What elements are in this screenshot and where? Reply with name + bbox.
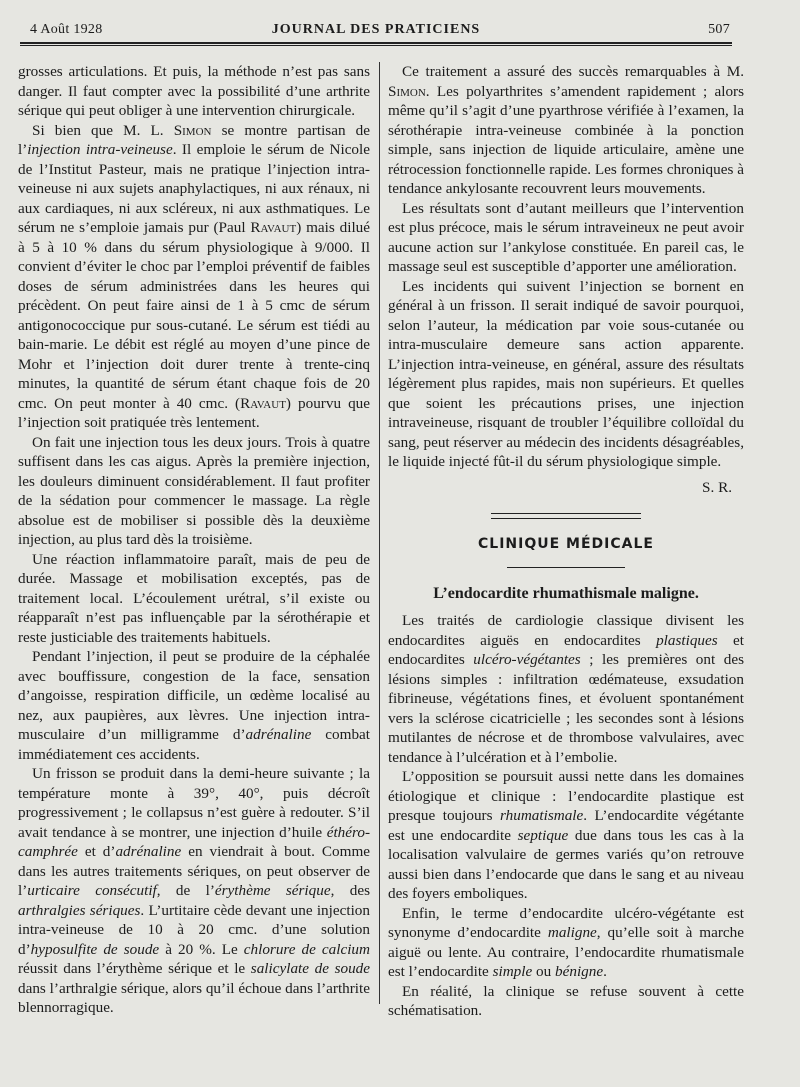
emphasis: maligne (547, 924, 597, 941)
text-run: ; les premières ont des lésions simples : infiltration œdémateuse, exsudation fibrineuse, végétations fines, et évoluent spontanément vers la sclérose cicatricielle ; les secondes sont à lésions mutilantes de nécrose et de thrombose valvulaires, avec tendance à l’ulcération et à l’embolie. (388, 651, 745, 766)
issue-date: 4 Août 1928 (30, 22, 103, 37)
text-run: et endocardites (388, 631, 744, 668)
right-paragraph-2: Les résultats sont d’autant meilleurs que l’intervention est plus précoce, mais le sérum intraveineux ne peut avoir aucune action sur l’ankylose constituée. En pareil cas, le massage seul est susceptible d’apporter une amélioration. (388, 199, 744, 275)
emphasis: chlorure de calcium (243, 940, 370, 958)
text-run: L’opposition se poursuit aussi nette dans les domaines étiologique et clinique : l’endocardite plastique est presque toujours (388, 768, 744, 824)
left-column (18, 62, 370, 1018)
text-run: se montre partisan de l’ (18, 121, 370, 158)
text-run: , qu’elle soit à marche aiguë ou lente. Au contraire, l’endocardite rhumatismale est l’endocardite (388, 924, 744, 980)
right-column (388, 62, 744, 1021)
article-title: L’endocardite rhumathismale maligne. (433, 584, 699, 602)
article-paragraph-2 (388, 767, 744, 904)
text-run: , des (330, 882, 370, 899)
text-run: , de l’ (156, 882, 215, 899)
emphasis: septique (517, 826, 569, 844)
emphasis: bénigne (555, 963, 604, 980)
header-rule-top (20, 42, 732, 44)
left-paragraph-4: Une réaction inflammatoire paraît, mais de peu de durée. Massage et mobilisation exceptés, pas de traitement local. L’écoulement urétral, s’il existe ou réapparaît n’est pas influençable par la sérothérapie et reste justiciable des traitements habituels. (18, 550, 370, 646)
text-run: Les traités de cardiologie classique divisent les endocardites aiguës en endocardites (388, 612, 744, 649)
text-run: . (603, 963, 607, 980)
title-underline (507, 567, 625, 568)
author-name: Ravaut (240, 394, 286, 412)
running-header (20, 18, 732, 42)
author-name: Simon (173, 121, 212, 139)
emphasis: injection intra-veineuse (27, 141, 173, 158)
emphasis: érythème sérique (214, 882, 331, 899)
text-run: ) pourvu que l’injection soit pratiquée très lentement. (18, 394, 370, 431)
text-run: . Il emploie le sérum de Nicole de l’Institut Pasteur, mais ne pratique l’injection intra-veineuse ni aux sujets anaphylactiques, ni aux rénaux, ni aux cardiaques, ni aux scléreux, ni aux asthmatiques. Le sérum ne s’emploie jamais pur (Paul (18, 141, 370, 236)
text-run: ou (532, 963, 556, 980)
emphasis: adrénaline (115, 843, 182, 860)
article-paragraph-4: En réalité, la clinique se refuse souvent à cette schématisation. (388, 982, 744, 1019)
emphasis: ulcéro-végétantes (473, 651, 581, 668)
emphasis: hyposulfite de soude (30, 940, 160, 958)
section-title: CLINIQUE MÉDICALE (478, 536, 654, 552)
text-run: ) mais dilué à 5 à 10 % dans du sérum physiologique à 9/000. Il convient d’éviter le choc par l’emploi préventif de faibles doses de sérum administrées dans les heures qui précèdent. On peut faire ainsi de 1 à 5 cmc de sérum antigonococcique pur sous-cutané. Le sérum est tiédi au bain-marie. Le débit est réglé au moyen d’une pince de Mohr et l’injection doit durer trente à trente-cinq minutes, la quantité de sérum étant chaque fois de 20 cmc. On peut monter à 40 cmc. ( (18, 219, 370, 412)
column-divider (379, 62, 380, 1004)
journal-title: JOURNAL DES PRATICIENS (271, 22, 481, 37)
text-run: dans l’arthralgie sérique, alors qu’il échoue dans l’arthrite blennorragique. (18, 979, 370, 1016)
article-paragraph-3 (388, 904, 744, 982)
emphasis: simple (492, 963, 533, 980)
text-run: Pendant l’injection, il peut se produire de la céphalée avec bouffissure, congestion de la face, sensation d’angoisse, respiration difficile, un œdème localisé au nez, aux paupières, aux lèvres. Une injection intra-musculaire d’un milligramme d’ (18, 648, 370, 743)
article-paragraph-1 (388, 611, 744, 767)
emphasis: éthéro-camphrée (18, 823, 370, 860)
text-run: en viendrait à bout. Comme dans les autres traitements sériques, on peut observer de l’ (18, 843, 370, 899)
emphasis: urticaire consécutif (27, 882, 157, 899)
text-run: due dans tous les cas à la localisation valvulaire de germes variés qu’on retrouve aussi bien dans l’endocarde que dans le sang et au niveau des foyers emboliques. (388, 826, 744, 902)
article-signature: S. R. (702, 478, 732, 496)
text-run: à 20 %. Le (159, 940, 244, 958)
emphasis: rhumatismale (500, 807, 584, 824)
right-paragraph-3: Les incidents qui suivent l’injection se bornent en général à un frisson. Il serait indiqué de savoir pourquoi, selon l’auteur, la médication par voie sous-cutanée ou intra-musculaire demeure sans action apparente. L’injection intra-veineuse, en général, assure des résultats légèrement plus rapides, mais non supérieurs. Et quelles que soient les précautions prises, une injection intraveineuse, risquant de troubler l’équilibre colloïdal du sang, peut réserver au médecin des incidents désagréables, le liquide injecté fût-il du sérum physiologique simple. (388, 277, 744, 470)
text-run: et d’ (77, 843, 116, 860)
emphasis: plastiques (656, 631, 718, 649)
header-rule-bottom (20, 45, 732, 46)
text-run: . Les polyarthrites s’amendent rapidement ; alors même qu’il s’agit d’une pyarthrose vérifiée à l’examen, la sérothérapie intra-veineuse combinée à la ponction simple, sans injection de liquide articulaire, amène une rétrocession fonctionnelle rapide. Les formes chroniques à tendance ankylosante recouvrent leurs mouvements. (388, 82, 744, 197)
left-paragraph-2 (18, 121, 370, 433)
emphasis: arthralgies sériques (18, 901, 141, 919)
left-paragraph-1: grosses articulations. Et puis, la méthode n’est pas sans danger. Il faut compter avec la possibilité d’une arthrite sérique qui peut obliger à une intervention chirurgicale. (18, 63, 370, 119)
text-run: . L’endocardite végétante est une endocardite (388, 807, 744, 844)
text-run: Ce traitement a assuré des succès remarquables à M. (402, 63, 744, 80)
right-paragraph-1 (388, 62, 744, 199)
author-name: Ravaut (250, 219, 297, 236)
left-paragraph-3: On fait une injection tous les deux jours. Trois à quatre suffisent dans les cas aigus. Après la première injection, les douleurs diminuent considérablement. Il faut profiter de la sédation pour commencer le massage. La règle absolue est de mobiliser si possible dès la deuxième injection, au plus tard dès la troisième. (18, 433, 370, 548)
text-run: réussit dans l’érythème sérique et le (18, 960, 251, 977)
text-run: Enfin, le terme d’endocardite ulcéro-végétante est synonyme d’endocardite (388, 904, 744, 941)
emphasis: salicylate de soude (250, 960, 371, 977)
page-number: 507 (708, 22, 730, 37)
emphasis: adrénaline (245, 726, 312, 743)
left-paragraph-5 (18, 647, 370, 764)
author-name: Simon (388, 82, 426, 100)
text-run: Si bien que M. L. (32, 121, 174, 139)
text-run: combat immédiatement ces accidents. (18, 726, 371, 763)
left-paragraph-6 (18, 764, 370, 1018)
text-run: . L’urtitaire cède devant une injection intra-veineuse de 10 à 20 cmc. d’une solution d’ (18, 901, 370, 958)
section-separator (491, 513, 641, 519)
text-run: Un frisson se produit dans la demi-heure suivante ; la température monte à 39°, 40°, puis décroît progressivement ; le collapsus n’est guère à redouter. S’il avait tendance à se montrer, une injection d’huile (18, 765, 370, 841)
